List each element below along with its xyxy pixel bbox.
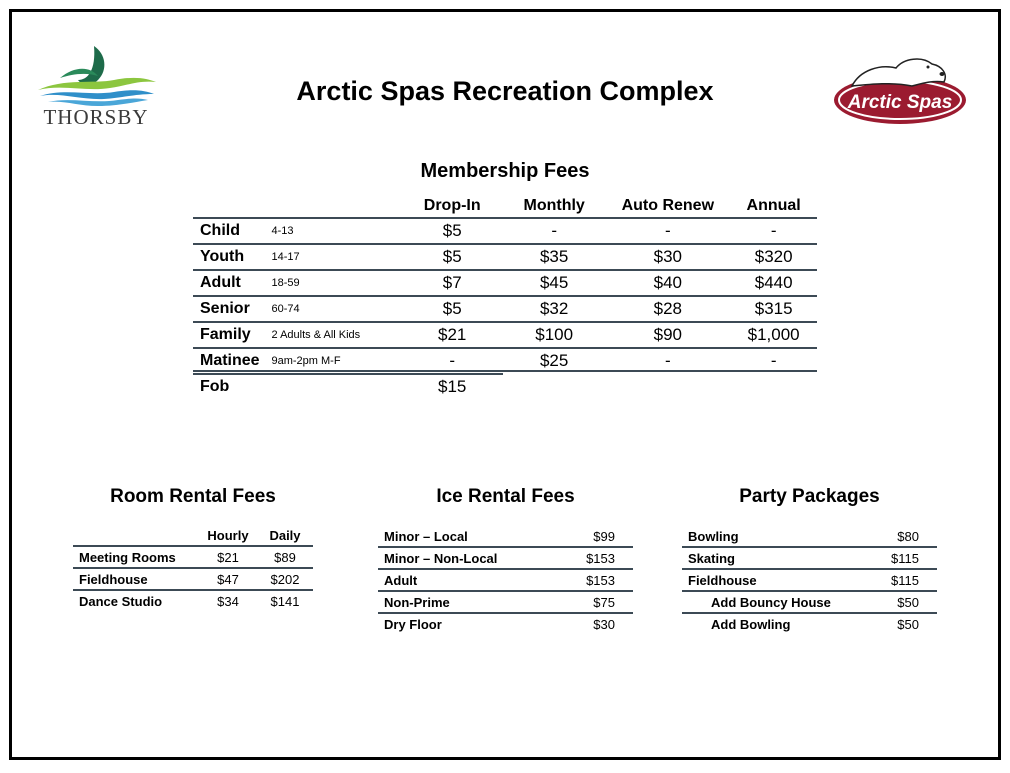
row-label: Minor – Local: [378, 526, 561, 547]
cell-hourly: $21: [199, 546, 257, 568]
table-row-fob: [193, 374, 817, 399]
row-category: Matinee: [193, 348, 272, 374]
table-row: [378, 526, 633, 547]
membership-bottom-rule: [193, 370, 817, 372]
row-label: Minor – Non-Local: [378, 547, 561, 569]
col-monthly: Monthly: [523, 196, 585, 214]
table-row: [193, 244, 817, 270]
row-label: Add Bowling: [711, 616, 791, 632]
cell-value: $153: [561, 569, 633, 591]
cell-empty: [605, 374, 730, 399]
cell-value: $7: [401, 270, 503, 296]
cell-daily: $89: [257, 546, 313, 568]
cell-value: $30: [605, 244, 730, 270]
cell-value: $1,000: [730, 322, 817, 348]
cell-empty: [730, 374, 817, 399]
row-category: Fob: [193, 374, 272, 399]
col-drop-in: Drop-In: [423, 196, 481, 214]
membership-header-row: [193, 194, 817, 218]
cell-hourly: $34: [217, 593, 239, 609]
cell-value: $90: [605, 322, 730, 348]
row-category: Family: [193, 322, 272, 348]
ice-rental-table: [378, 526, 633, 634]
row-label: Adult: [378, 569, 561, 591]
col-annual: Annual: [746, 196, 801, 214]
table-row: [378, 569, 633, 591]
table-row: [682, 613, 937, 634]
table-row: [73, 568, 313, 590]
cell-value: $5: [401, 244, 503, 270]
cell-value: $50: [897, 616, 919, 632]
cell-value: $80: [877, 526, 937, 547]
table-row: [73, 546, 313, 568]
row-age: 14-17: [272, 244, 402, 270]
cell-value: -: [401, 348, 503, 374]
cell-value: $99: [561, 526, 633, 547]
row-label: Skating: [682, 547, 877, 569]
cell-value: $440: [730, 270, 817, 296]
row-label: Dry Floor: [384, 616, 442, 632]
cell-value: $115: [877, 547, 937, 569]
arctic-spas-logo-text: Arctic Spas: [847, 92, 953, 113]
cell-daily: $202: [257, 568, 313, 590]
row-category: Adult: [193, 270, 272, 296]
row-age-empty: [272, 374, 402, 399]
row-age: 18-59: [272, 270, 402, 296]
cell-value: $45: [503, 270, 605, 296]
party-packages-title: Party Packages: [739, 486, 880, 507]
ice-rental-title: Ice Rental Fees: [436, 486, 575, 507]
cell-value: -: [730, 218, 817, 244]
row-age: 9am-2pm M-F: [272, 348, 402, 374]
cell-value: $21: [401, 322, 503, 348]
row-label: Bowling: [682, 526, 877, 547]
cell-value: $5: [401, 296, 503, 322]
cell-value: $50: [877, 591, 937, 613]
col-hourly: Hourly: [199, 526, 257, 546]
row-label: Non-Prime: [378, 591, 561, 613]
row-category: Senior: [193, 296, 272, 322]
row-age: 4-13: [272, 218, 402, 244]
cell-value: -: [503, 218, 605, 244]
cell-value: $115: [877, 569, 937, 591]
row-label: Fieldhouse: [73, 568, 199, 590]
row-label: Dance Studio: [79, 593, 163, 609]
table-row: [73, 590, 313, 611]
room-rental-title: Room Rental Fees: [110, 486, 276, 507]
cell-empty: [503, 374, 605, 399]
table-row: [193, 218, 817, 244]
page-title: Arctic Spas Recreation Complex: [296, 76, 714, 106]
table-row: [378, 591, 633, 613]
cell-value: $35: [503, 244, 605, 270]
thorsby-logo-text: THORSBY: [43, 105, 149, 129]
cell-daily: $141: [270, 593, 300, 609]
cell-value: $32: [503, 296, 605, 322]
party-packages-table: [682, 526, 937, 634]
cell-value: $153: [561, 547, 633, 569]
membership-title: Membership Fees: [420, 160, 590, 182]
membership-table: [193, 194, 817, 399]
cell-value: $320: [730, 244, 817, 270]
row-label: Fieldhouse: [682, 569, 877, 591]
row-age: 2 Adults & All Kids: [272, 322, 402, 348]
cell-value: $315: [730, 296, 817, 322]
table-row: [682, 547, 937, 569]
room-header-row: [73, 526, 313, 546]
cell-value: $25: [503, 348, 605, 374]
row-label: Meeting Rooms: [73, 546, 199, 568]
table-row: [193, 296, 817, 322]
row-age: 60-74: [272, 296, 402, 322]
row-label: Add Bouncy House: [682, 591, 877, 613]
row-category: Child: [193, 218, 272, 244]
table-row: [682, 569, 937, 591]
table-row: [193, 322, 817, 348]
table-row: [378, 547, 633, 569]
cell-value: $100: [503, 322, 605, 348]
table-row: [682, 591, 937, 613]
cell-value: $15: [401, 374, 503, 399]
row-category: Youth: [193, 244, 272, 270]
cell-value: -: [730, 348, 817, 374]
table-row: [682, 526, 937, 547]
table-row: [193, 270, 817, 296]
cell-value: $30: [593, 616, 615, 632]
cell-value: $5: [401, 218, 503, 244]
cell-value: -: [605, 218, 730, 244]
col-auto-renew: Auto Renew: [621, 196, 715, 214]
cell-value: -: [605, 348, 730, 374]
cell-value: $75: [561, 591, 633, 613]
table-row: [378, 613, 633, 634]
room-rental-table: [73, 526, 313, 611]
cell-value: $28: [605, 296, 730, 322]
col-daily: Daily: [257, 526, 313, 546]
cell-value: $40: [605, 270, 730, 296]
cell-hourly: $47: [199, 568, 257, 590]
